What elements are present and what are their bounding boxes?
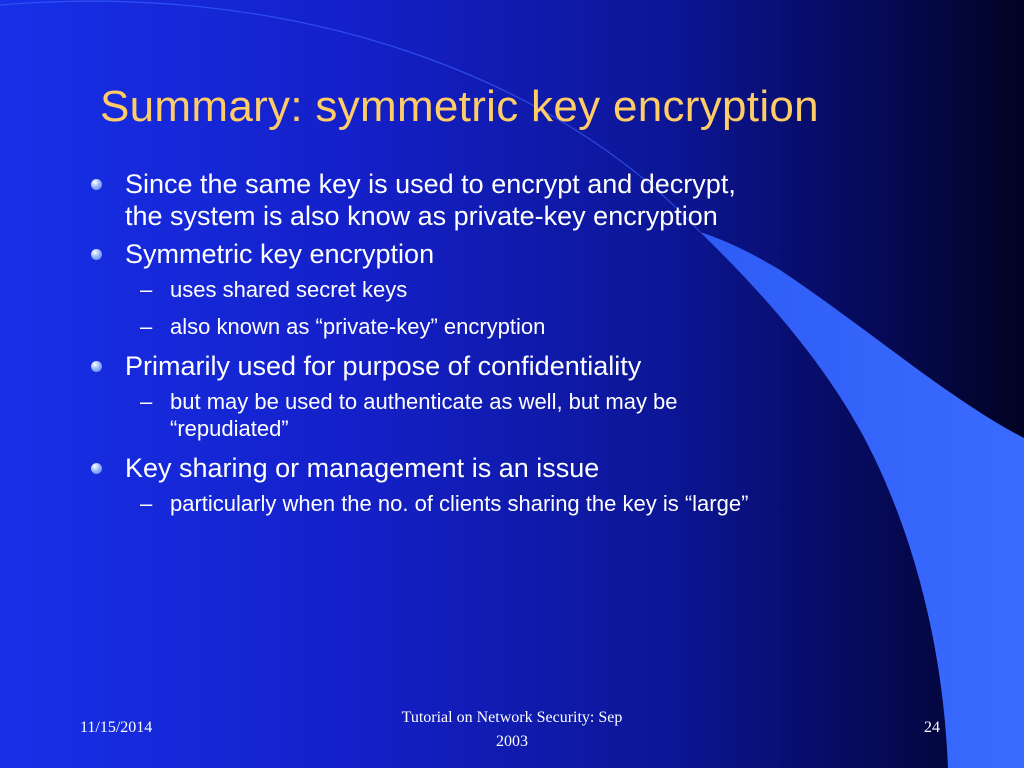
sub-bullet-item xyxy=(88,313,918,340)
bullet-dot-icon xyxy=(91,249,102,260)
bullet-item xyxy=(88,452,918,484)
bullet-text-line: Symmetric key encryption xyxy=(125,239,435,269)
bullet-dot-icon xyxy=(91,361,102,372)
sub-bullet-text-line: uses shared secret keys xyxy=(170,277,408,302)
bullet-dot-icon xyxy=(91,179,102,190)
sub-bullet-text-line: also known as “private-key” encryption xyxy=(170,314,546,339)
footer-date: 11/15/2014 xyxy=(80,719,153,736)
bullet-dot-icon xyxy=(91,463,102,474)
footer-title-line: 2003 xyxy=(496,733,528,750)
sub-bullet-text-line: “repudiated” xyxy=(170,416,289,441)
footer-title-line: Tutorial on Network Security: Sep xyxy=(401,709,623,726)
bullet-text-line: Primarily used for purpose of confidentiality xyxy=(125,351,642,381)
dash-icon: – xyxy=(140,277,153,302)
sub-bullet-item xyxy=(88,490,918,517)
sub-bullet-item xyxy=(88,276,918,303)
bullet-text-line: Key sharing or management is an issue xyxy=(125,453,600,483)
sub-bullet-item xyxy=(88,388,918,442)
dash-icon: – xyxy=(140,491,153,516)
bullet-text-line: Since the same key is used to encrypt and decrypt, xyxy=(125,169,736,199)
bullet-text-line: the system is also know as private-key encryption xyxy=(125,201,718,231)
dash-icon: – xyxy=(140,314,153,339)
sub-bullet-list xyxy=(88,276,918,340)
footer-title xyxy=(362,706,662,754)
sub-bullet-text-line: but may be used to authenticate as well, but may be xyxy=(170,389,678,414)
sub-bullet-text-line: particularly when the no. of clients sharing the key is “large” xyxy=(170,491,749,516)
sub-bullet-list xyxy=(88,490,918,517)
sub-bullet-list xyxy=(88,388,918,442)
bullet-item xyxy=(88,350,918,382)
slide-title: Summary: symmetric key encryption xyxy=(100,82,819,131)
bullet-item xyxy=(88,238,918,270)
dash-icon: – xyxy=(140,389,153,414)
bullet-item xyxy=(88,168,918,232)
bullet-list xyxy=(88,168,918,527)
page-number: 24 xyxy=(924,719,940,736)
